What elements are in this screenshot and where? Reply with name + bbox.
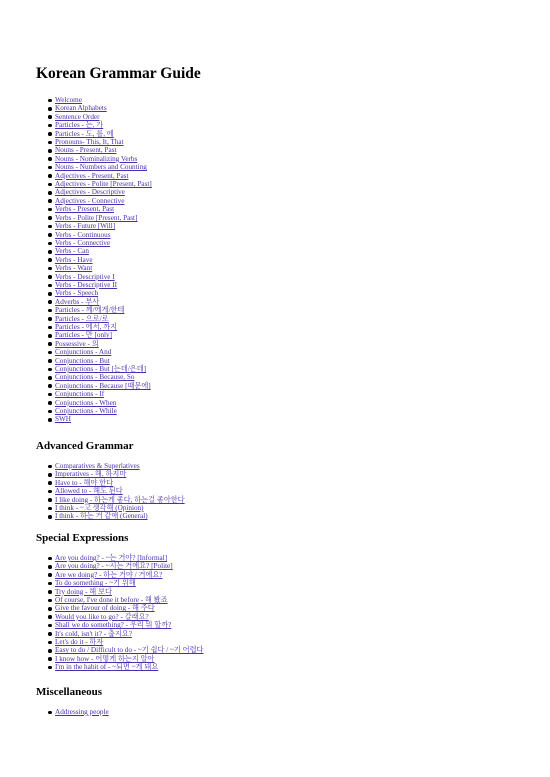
- list-item: [48, 621, 203, 629]
- list-item: [48, 630, 203, 638]
- topic-link[interactable]: Particles - 도, 를, 에: [55, 129, 114, 138]
- topic-link[interactable]: I think - ~고 생각해 (Opinion): [55, 504, 144, 513]
- list-item: [48, 496, 185, 504]
- list-item: [48, 382, 152, 390]
- topic-link[interactable]: Verbs - Have: [55, 255, 93, 264]
- topic-link[interactable]: Verbs - Want: [55, 264, 93, 273]
- list-item: [48, 180, 152, 188]
- list-item: [48, 155, 152, 163]
- topic-link[interactable]: Sentence Order: [55, 112, 100, 121]
- topic-link[interactable]: Particles - 께/에게/한테: [55, 306, 125, 315]
- topic-list: [36, 462, 185, 521]
- list-item: [48, 479, 185, 487]
- topic-link[interactable]: Verbs - Polite [Present, Past]: [55, 213, 138, 222]
- list-item: [48, 415, 152, 423]
- list-item: [48, 222, 152, 230]
- section-heading: Miscellaneous: [36, 686, 102, 698]
- list-item: [48, 708, 109, 716]
- list-item: [48, 172, 152, 180]
- topic-link[interactable]: Adverbs - 부사: [55, 297, 100, 306]
- topic-link[interactable]: Are you doing? - ~시는 거에요? [Polite]: [55, 562, 173, 571]
- list-item: [48, 205, 152, 213]
- topic-link[interactable]: Imperatives - 해, 하지마: [55, 470, 127, 479]
- list-item: [48, 163, 152, 171]
- topic-link[interactable]: Conjunctions - And: [55, 348, 112, 357]
- list-item: [48, 256, 152, 264]
- list-item: [48, 214, 152, 222]
- list-item: [48, 96, 152, 104]
- topic-list: [36, 96, 152, 424]
- list-item: [48, 373, 152, 381]
- topic-link[interactable]: Nouns - Nominalizing Verbs: [55, 154, 138, 163]
- topic-link[interactable]: Verbs - Connective: [55, 238, 111, 247]
- topic-link[interactable]: Verbs - Descriptive I: [55, 272, 115, 281]
- topic-link[interactable]: It's cold, isn't it? - 춥지요?: [55, 629, 132, 638]
- list-item: [48, 562, 203, 570]
- topic-link[interactable]: Pronouns- This, It, That: [55, 138, 124, 147]
- list-item: [48, 197, 152, 205]
- topic-link[interactable]: Conjunctions - While: [55, 407, 117, 416]
- section-heading: Special Expressions: [36, 532, 129, 544]
- topic-link[interactable]: Nouns - Numbers and Counting: [55, 163, 147, 172]
- topic-link[interactable]: Conjunctions - If: [55, 390, 105, 399]
- list-item: [48, 390, 152, 398]
- topic-link[interactable]: Verbs - Can: [55, 247, 89, 256]
- topic-link[interactable]: Korean Alphabets: [55, 104, 107, 113]
- list-item: [48, 571, 203, 579]
- topic-link[interactable]: SWH: [55, 415, 71, 424]
- topic-link[interactable]: Of course, I've done it before - 해 봤죠: [55, 596, 168, 605]
- list-item: [48, 512, 185, 520]
- topic-link[interactable]: Are you doing? - ~는 거야? [Informal]: [55, 554, 168, 562]
- list-item: [48, 646, 203, 654]
- topic-link[interactable]: Welcome: [55, 96, 82, 104]
- list-item: [48, 357, 152, 365]
- topic-link[interactable]: Allowed to - 해도 된다: [55, 487, 123, 496]
- list-item: [48, 121, 152, 129]
- topic-link[interactable]: Verbs - Continuous: [55, 230, 111, 239]
- topic-link[interactable]: Possessive - 의: [55, 339, 99, 348]
- topic-link[interactable]: Would you like to go? - 갈래요?: [55, 612, 149, 621]
- topic-link[interactable]: Conjunctions - Because [때문에]: [55, 381, 151, 390]
- topic-link[interactable]: Nouns - Present, Past: [55, 146, 117, 155]
- topic-link[interactable]: Verbs - Present, Past: [55, 205, 115, 214]
- topic-link[interactable]: Conjunctions - Because, So: [55, 373, 135, 382]
- list-item: [48, 470, 185, 478]
- list-item: [48, 306, 152, 314]
- topic-link[interactable]: Easy to do / Difficult to do - ~기 쉽다 / ~기 어렵다: [55, 646, 204, 655]
- list-item: [48, 289, 152, 297]
- list-item: [48, 588, 203, 596]
- list-item: [48, 579, 203, 587]
- page-title: Korean Grammar Guide: [36, 65, 201, 82]
- topic-link[interactable]: Shall we do something? - 우리 뭐 할까?: [55, 621, 172, 630]
- topic-link[interactable]: Verbs - Descriptive II: [55, 280, 118, 289]
- topic-link[interactable]: I like doing - 하는게 좋다, 하는걸 좋아한다: [55, 495, 185, 504]
- topic-link[interactable]: Conjunctions - But: [55, 356, 110, 365]
- topic-link[interactable]: Conjunctions - When: [55, 398, 117, 407]
- topic-link[interactable]: Let's do it - 하자: [55, 638, 104, 647]
- list-item: [48, 188, 152, 196]
- topic-link[interactable]: To do something - ~기 위해: [55, 579, 136, 588]
- topic-link[interactable]: Are we doing? - 하는 거야 / 거에요?: [55, 570, 163, 579]
- list-item: [48, 264, 152, 272]
- topic-link[interactable]: Particles - 에서, 까지: [55, 322, 118, 331]
- topic-list: [36, 554, 203, 672]
- section-heading: Advanced Grammar: [36, 440, 134, 452]
- list-item: [48, 231, 152, 239]
- topic-link[interactable]: I'm in the habit of - ~되면 ~게 돼요: [55, 663, 159, 672]
- topic-link[interactable]: I think - 하는 거 같애 (General): [55, 512, 148, 521]
- topic-link[interactable]: Try doing - 해 보다: [55, 587, 112, 596]
- list-item: [48, 663, 203, 671]
- section-basic-grammar: [36, 96, 152, 424]
- topic-link[interactable]: Adjectives - Connective: [55, 196, 125, 205]
- topic-link[interactable]: Addressing people: [55, 708, 109, 716]
- topic-link[interactable]: Conjunctions - But [는데/은데]: [55, 365, 147, 373]
- topic-link[interactable]: Particles - 으로/로: [55, 314, 109, 323]
- list-item: [48, 247, 152, 255]
- list-item: [48, 239, 152, 247]
- topic-link[interactable]: Particles - 만 [only]: [55, 331, 113, 340]
- list-item: [48, 613, 203, 621]
- list-item: [48, 487, 185, 495]
- list-item: [48, 130, 152, 138]
- list-item: [48, 281, 152, 289]
- list-item: [48, 138, 152, 146]
- list-item: [48, 273, 152, 281]
- list-item: [48, 604, 203, 612]
- list-item: [48, 348, 152, 356]
- section-special-expressions: [36, 531, 203, 672]
- list-item: [48, 104, 152, 112]
- list-item: [48, 146, 152, 154]
- topic-link[interactable]: Adjectives - Present, Past: [55, 171, 129, 180]
- topic-link[interactable]: Adjectives - Descriptive: [55, 188, 125, 197]
- topic-list: [36, 708, 109, 716]
- list-item: [48, 315, 152, 323]
- section-advanced-grammar: [36, 439, 185, 521]
- list-item: [48, 331, 152, 339]
- topic-link[interactable]: Comparatives & Superlatives: [55, 462, 140, 470]
- topic-link[interactable]: Adjectives - Polite [Present, Past]: [55, 180, 152, 189]
- topic-link[interactable]: Particles - 는, 가: [55, 121, 104, 130]
- topic-link[interactable]: Verbs - Speech: [55, 289, 99, 298]
- list-item: [48, 298, 152, 306]
- list-item: [48, 399, 152, 407]
- list-item: [48, 407, 152, 415]
- topic-link[interactable]: Give the favour of doing - 해 주다: [55, 604, 155, 613]
- topic-link[interactable]: Verbs - Future [Will]: [55, 222, 116, 231]
- topic-link[interactable]: I know how - 어떻게 하는지 알아: [55, 654, 155, 663]
- section-miscellaneous: [36, 685, 109, 716]
- topic-link[interactable]: Have to - 해야 한다: [55, 478, 114, 487]
- list-item: [48, 365, 152, 373]
- list-item: [48, 113, 152, 121]
- list-item: [48, 340, 152, 348]
